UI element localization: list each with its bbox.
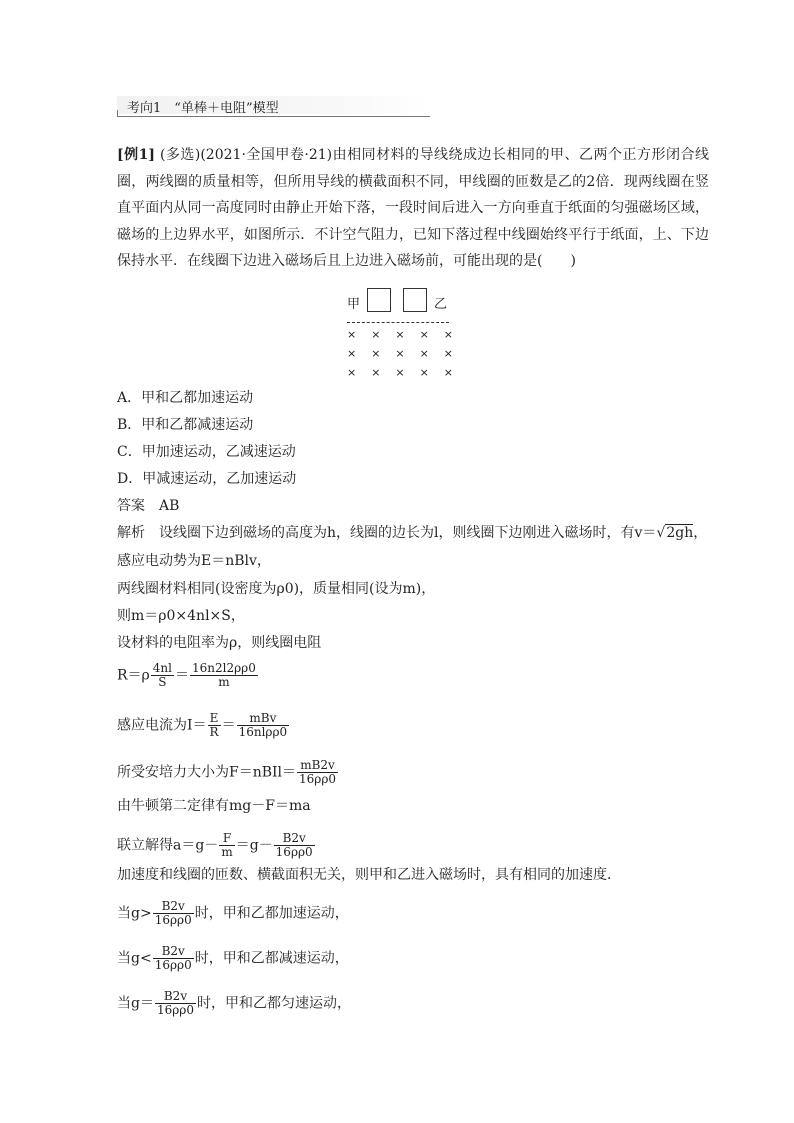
- fraction: [219, 832, 234, 859]
- formula-text: 感应电流为I＝: [117, 717, 207, 734]
- fraction-denominator: 16nlρρ0: [238, 725, 288, 739]
- option-text: 甲和乙都加速运动: [141, 390, 254, 406]
- fraction: [297, 759, 338, 786]
- fraction-numerator: mB2v: [297, 759, 338, 773]
- formula-text: ＝: [221, 717, 236, 734]
- field-cross-icon: ×: [395, 328, 405, 341]
- field-cross-icon: ×: [443, 328, 453, 341]
- option-b: B．甲和乙都减速运动: [117, 417, 254, 433]
- formula-text: 联立解得a＝g－: [117, 837, 219, 854]
- fraction-numerator: E: [208, 712, 221, 726]
- fraction-numerator: B2v: [155, 990, 196, 1004]
- problem-statement: [117, 142, 709, 275]
- option-letter: A: [117, 390, 128, 406]
- option-letter: D: [117, 471, 129, 487]
- fraction-denominator: 16ρρ0: [156, 1003, 194, 1017]
- fraction: [274, 832, 315, 859]
- fraction-denominator: 16ρρ0: [154, 913, 192, 927]
- fraction-numerator: B2v: [153, 900, 194, 914]
- option-a: A．甲和乙都加速运动: [117, 390, 254, 406]
- field-cross-icon: ×: [347, 347, 357, 360]
- solution-case-1: [117, 900, 349, 927]
- solution-text: 设线圈下边到磁场的高度为h，线圈的边长为l，则线圈下边刚进入磁场时，有v＝: [159, 525, 657, 541]
- field-row: [347, 328, 453, 341]
- solution-line-2: 感应电动势为E＝nBlv，: [117, 553, 271, 569]
- formula-text: 当g<: [117, 950, 152, 967]
- formula-text: 当g＝: [117, 995, 154, 1012]
- fraction-denominator: m: [221, 845, 233, 859]
- option-d: D．甲减速运动，乙加速运动: [117, 471, 297, 487]
- problem-tag: [例1]: [117, 147, 155, 163]
- magnetic-field-diagram: [345, 288, 457, 383]
- fraction-numerator: F: [219, 832, 234, 846]
- formula-text: 时，甲和乙都减速运动，: [194, 950, 349, 967]
- fraction-denominator: 16ρρ0: [154, 958, 192, 972]
- option-letter: C: [117, 444, 128, 460]
- field-cross-icon: ×: [347, 366, 357, 379]
- option-text: 甲和乙都减速运动: [141, 417, 254, 433]
- field-cross-icon: ×: [371, 366, 381, 379]
- fraction-denominator: R: [209, 725, 219, 739]
- option-c: C．甲加速运动，乙减速运动: [117, 444, 296, 460]
- fraction-denominator: 16ρρ0: [299, 772, 337, 786]
- fraction-numerator: B2v: [274, 832, 315, 846]
- option-text: 甲加速运动，乙减速运动: [141, 444, 296, 460]
- field-boundary-line: [347, 322, 449, 323]
- solution-label: 解析: [117, 525, 145, 541]
- coil-jia-square: [367, 288, 391, 312]
- answer-value: AB: [159, 498, 180, 514]
- fraction: [153, 900, 194, 927]
- formula-text: 所受安培力大小为F＝nBIl＝: [117, 764, 297, 781]
- sqrt-symbol: √: [656, 525, 666, 541]
- formula-text: ＝g－: [235, 837, 273, 854]
- solution-line-1: [117, 524, 707, 542]
- field-cross-icon: ×: [443, 347, 453, 360]
- fraction: [153, 945, 194, 972]
- section-header: [117, 96, 430, 120]
- solution-line-8: [117, 759, 339, 786]
- answer-label: 答案: [117, 498, 145, 514]
- solution-line-10: [117, 832, 316, 859]
- fraction-numerator: mBv: [237, 712, 290, 726]
- sqrt-argument: 2gh: [666, 525, 694, 541]
- fraction-numerator: B2v: [153, 945, 194, 959]
- fraction: [237, 712, 290, 739]
- formula-text: 时，甲和乙都加速运动，: [194, 905, 349, 922]
- solution-line-3: 两线圈材料相同(设密度为ρ0)，质量相同(设为m)，: [117, 581, 436, 597]
- option-text: 甲减速运动，乙加速运动: [142, 471, 297, 487]
- fraction-denominator: 16ρρ0: [275, 845, 313, 859]
- option-letter: B: [117, 417, 128, 433]
- solution-line-5: 设材料的电阻率为ρ，则线圈电阻: [117, 635, 322, 651]
- formula-text: ＝: [174, 667, 189, 684]
- solution-case-3: [117, 990, 351, 1017]
- field-cross-icon: ×: [347, 328, 357, 341]
- solution-line-9: 由牛顿第二定律有mg－F＝ma: [117, 798, 311, 814]
- section-title: “单棒＋电阻”模型: [174, 101, 279, 116]
- field-cross-icon: ×: [371, 328, 381, 341]
- coil-jia-label: 甲: [347, 297, 361, 312]
- field-cross-icon: ×: [443, 366, 453, 379]
- field-cross-icon: ×: [371, 347, 381, 360]
- field-row: [347, 347, 453, 360]
- field-row: [347, 366, 453, 379]
- formula-text: 时，甲和乙都匀速运动，: [196, 995, 351, 1012]
- fraction: [151, 662, 174, 689]
- solution-line-11: 加速度和线圈的匝数、横截面积无关，则甲和乙进入磁场时，具有相同的加速度．: [117, 867, 621, 883]
- formula-text: 当g>: [117, 905, 152, 922]
- solution-text: ，: [693, 525, 708, 541]
- coil-yi-square: [403, 288, 427, 312]
- formula-text: R＝ρ: [117, 667, 150, 684]
- solution-line-7: [117, 712, 290, 739]
- fraction-numerator: 4nl: [152, 661, 172, 675]
- answer-line: [117, 497, 179, 515]
- fraction: [190, 662, 258, 689]
- solution-case-2: [117, 945, 349, 972]
- section-underline: [117, 116, 430, 117]
- fraction-numerator: 16n2l2ρρ0: [191, 661, 256, 675]
- field-cross-icon: ×: [419, 328, 429, 341]
- fraction: [208, 712, 221, 739]
- fraction-denominator: S: [158, 675, 167, 689]
- solution-line-6: [117, 662, 259, 689]
- problem-text: (多选)(2021·全国甲卷·21)由相同材料的导线绕成边长相同的甲、乙两个正方形闭合线圈，两线圈的质量相等，但所用导线的横截面积不同，甲线圈的匝数是乙的2倍．现两线圈在竖直平面内从同一高度同时由静止开始下落，一段时间后进入一方向垂直于纸面的匀强磁场区域，磁场的上边界水平，如图所示．不计空气阻力，已知下落过程中线圈始终平行于纸面，上、下边保持水平．在线圈下边进入磁场后且上边进入磁场前，可能出现的是( ): [117, 147, 709, 269]
- field-cross-icon: ×: [419, 347, 429, 360]
- solution-line-4: 则m＝ρ0×4nl×S，: [117, 608, 245, 624]
- section-label: 考向1: [127, 101, 162, 116]
- field-cross-icon: ×: [395, 347, 405, 360]
- coil-yi-label: 乙: [434, 297, 448, 312]
- section-tick: [117, 110, 118, 117]
- field-cross-icon: ×: [395, 366, 405, 379]
- fraction-denominator: m: [218, 675, 230, 689]
- field-cross-icon: ×: [419, 366, 429, 379]
- section-header-text: [127, 97, 279, 116]
- fraction: [155, 990, 196, 1017]
